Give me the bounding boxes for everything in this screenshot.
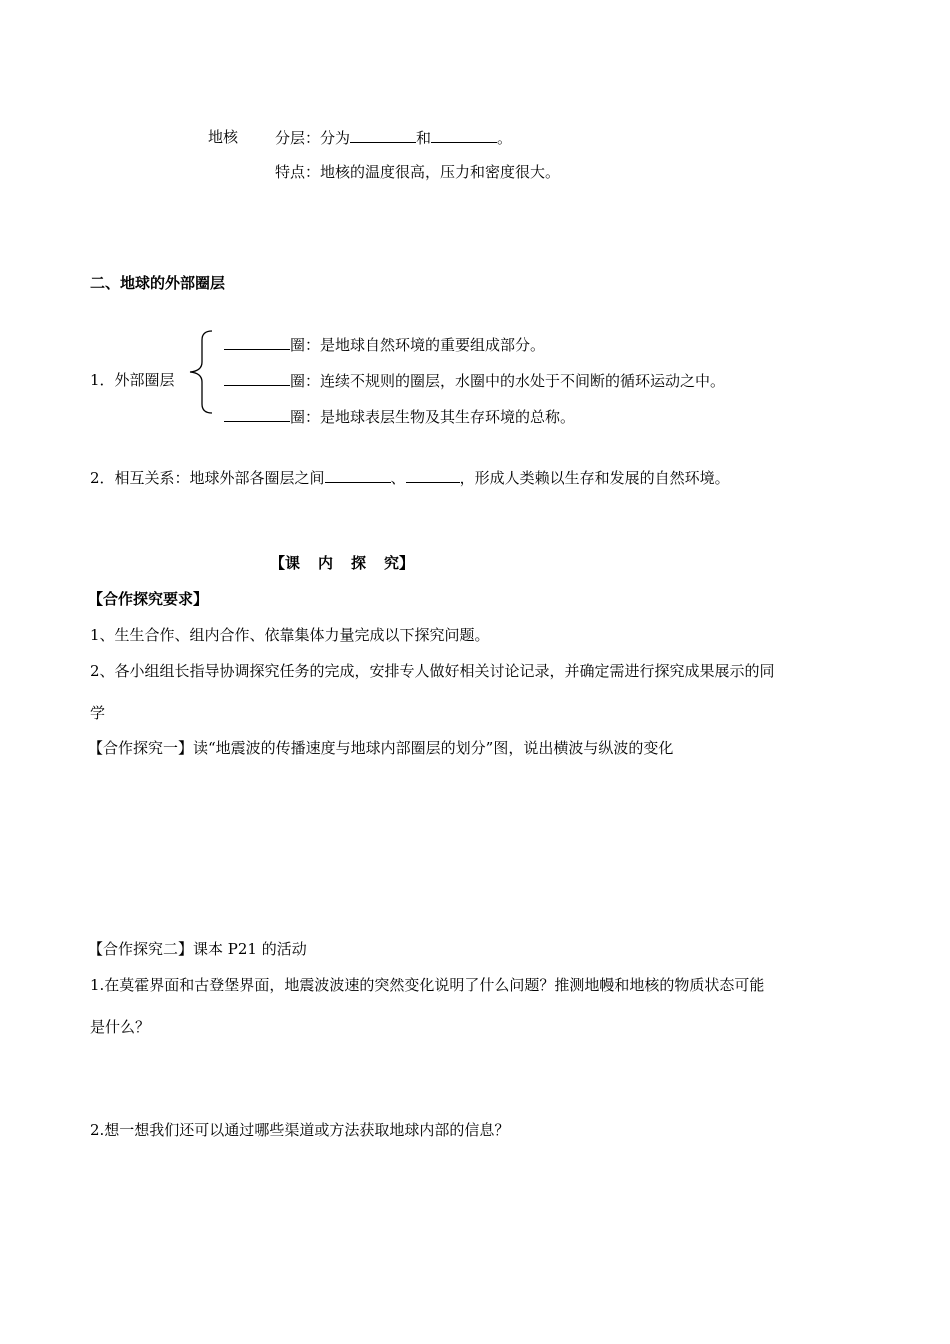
- relationship-prefix: 2．相互关系：地球外部各圈层之间: [90, 469, 325, 487]
- relationship-line: [90, 467, 730, 488]
- core-layers-end: 。: [497, 129, 513, 147]
- core-layers-and: 和: [416, 129, 432, 147]
- task2-question-2: 2.想一想我们还可以通过哪些渠道或方法获取地球内部的信息？: [90, 1121, 510, 1139]
- task2-question-1-line1: 1.在莫霍界面和古登堡界面，地震波波速的突然变化说明了什么问题？推测地幔和地核的物质状态可能: [90, 976, 765, 994]
- sphere-desc-3: 圈：是地球表层生物及其生存环境的总称。: [290, 408, 576, 426]
- requirement-1: 1、生生合作、组内合作、依靠集体力量完成以下探究问题。: [90, 626, 490, 644]
- inquiry-title-part: 【课: [270, 554, 301, 572]
- core-layer-blank-2[interactable]: [431, 127, 497, 143]
- brace-icon: [186, 330, 214, 414]
- sphere-blank-3[interactable]: [224, 406, 290, 422]
- sphere-desc-1: 圈：是地球自然环境的重要组成部分。: [290, 336, 546, 354]
- inquiry-title: [270, 553, 432, 573]
- sphere-item-3: [224, 406, 575, 427]
- requirements-heading: 【合作探究要求】: [88, 590, 209, 608]
- sphere-desc-2: 圈：连续不规则的圈层，水圈中的水处于不间断的循环运动之中。: [290, 372, 726, 390]
- sphere-item-1: [224, 334, 545, 355]
- core-layers-prefix: 分层：分为: [275, 129, 351, 147]
- inquiry-title-part: 探: [351, 554, 367, 572]
- relationship-suffix: ，形成人类赖以生存和发展的自然环境。: [459, 469, 730, 487]
- core-label: 地核: [208, 128, 239, 146]
- inquiry-task-2-heading: 【合作探究二】课本 P21 的活动: [88, 940, 307, 958]
- inquiry-title-part: 究】: [384, 554, 415, 572]
- external-spheres-label: 1．外部圈层: [90, 371, 175, 389]
- relationship-blank-1[interactable]: [325, 467, 391, 483]
- requirement-2-line1: 2、各小组组长指导协调探究任务的完成，安排专人做好相关讨论记录，并确定需进行探究成果展示的同: [90, 662, 775, 680]
- inquiry-task-1: 【合作探究一】读“地震波的传播速度与地球内部圈层的划分”图，说出横波与纵波的变化: [88, 739, 674, 757]
- task2-question-1-line2: 是什么？: [90, 1018, 151, 1036]
- core-features: 特点：地核的温度很高，压力和密度很大。: [275, 163, 561, 181]
- inquiry-title-part: 内: [318, 554, 334, 572]
- section-heading-external-spheres: 二、地球的外部圈层: [90, 274, 226, 292]
- sphere-blank-2[interactable]: [224, 370, 290, 386]
- core-layer-blank-1[interactable]: [350, 127, 416, 143]
- sphere-blank-1[interactable]: [224, 334, 290, 350]
- relationship-sep: 、: [390, 469, 406, 487]
- core-layers-line: [275, 127, 512, 148]
- sphere-item-2: [224, 370, 725, 391]
- requirement-2-line2: 学: [90, 704, 106, 722]
- relationship-blank-2[interactable]: [406, 467, 460, 483]
